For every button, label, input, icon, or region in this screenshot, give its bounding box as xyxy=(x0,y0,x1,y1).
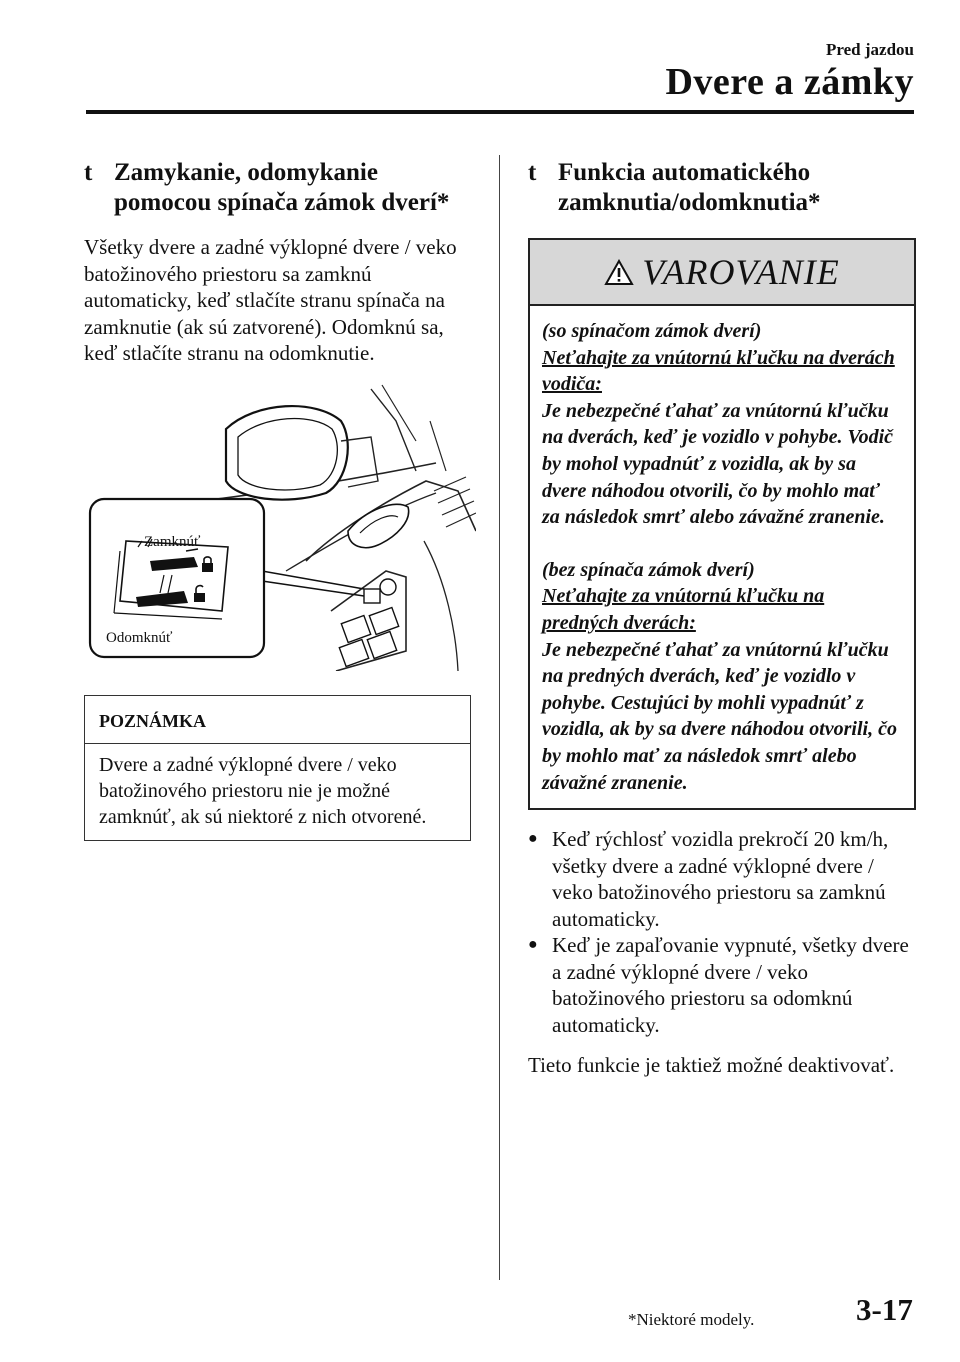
heading-bullet: t xyxy=(84,159,93,186)
warning-condition-2: (bez spínača zámok dverí) xyxy=(542,558,755,581)
warning-body xyxy=(530,306,914,808)
warning-rule-1: Neťahajte za vnútornú kľučku na dverách vodiča: xyxy=(542,346,895,396)
header-rule xyxy=(86,110,914,114)
list-item-text: Keď je zapaľovanie vypnuté, všetky dvere a zadné výklopné dvere / veko batožinového priestoru sa odomknú automaticky. xyxy=(552,933,909,1037)
note-title: POZNÁMKA xyxy=(85,696,470,745)
note-box xyxy=(84,695,471,842)
warning-title: VAROVANIE xyxy=(642,251,840,292)
right-heading xyxy=(528,158,918,218)
page-number: 3-17 xyxy=(856,1292,913,1327)
right-column xyxy=(528,158,918,1079)
bullet-dot-icon: ● xyxy=(528,936,538,954)
warning-triangle-icon xyxy=(604,259,634,286)
left-paragraph: Všetky dvere a zadné výklopné dvere / veko batožinového priestoru sa zamknú automaticky, keď stlačíte stranu spínača na zamknutie (ak sú zatvorené). Odomknú sa, keď stlačíte stranu na odomknutie. xyxy=(84,235,457,365)
warning-text-1: Je nebezpečné ťahať za vnútornú kľučku na dverách, keď je vozidlo v pohybe. Vodič by mohol vypadnúť z vozidla, ak by sa dvere náhodou otvorili, čo by mohlo mať za následok smrť alebo závažné zranenie. xyxy=(542,399,894,529)
warning-rule-2: Neťahajte za vnútornú kľučku na predných dverách: xyxy=(542,585,825,634)
closing-paragraph: Tieto funkcie je taktiež možné deaktivovať. xyxy=(528,1053,895,1078)
bullet-dot-icon: ● xyxy=(528,830,538,848)
bullet-list xyxy=(528,826,918,1038)
list-item xyxy=(528,826,918,932)
warning-condition-1: (so spínačom zámok dverí) xyxy=(542,320,762,342)
warning-text-2: Je nebezpečné ťahať za vnútornú kľučku na predných dverách, keď je vozidlo v pohybe. Cestujúci by mohli vypadnúť z vozidla, ak by sa dvere náhodou otvorili, čo by mohlo mať za následok smrť alebo závažné zranenie. xyxy=(542,638,897,794)
left-column xyxy=(84,158,474,841)
label-unlock: Odomknúť xyxy=(106,629,173,646)
list-item-text: Keď rýchlosť vozidla prekročí 20 km/h, všetky dvere a zadné výklopné dvere / veko batožinového priestoru sa zamknú automaticky. xyxy=(552,827,889,931)
footnote: *Niektoré modely. xyxy=(628,1310,755,1329)
column-divider xyxy=(499,155,500,1280)
note-text: Dvere a zadné výklopné dvere / veko batožinového priestoru nie je možné zamknúť, ak sú niektoré z nich otvorené. xyxy=(99,754,427,828)
right-heading-text: Funkcia automatického zamknutia/odomknutia* xyxy=(558,159,821,216)
warning-header xyxy=(530,240,914,306)
list-item xyxy=(528,932,918,1038)
left-heading xyxy=(84,158,474,218)
section-label: Pred jazdou xyxy=(826,40,914,59)
heading-bullet: t xyxy=(528,159,537,186)
page-title: Dvere a zámky xyxy=(665,61,914,103)
door-lock-switch-figure xyxy=(86,381,476,671)
label-lock: Zamknúť xyxy=(144,533,201,550)
warning-box xyxy=(528,238,916,810)
left-heading-text: Zamykanie, odomykanie pomocou spínača zámok dverí* xyxy=(114,159,450,216)
